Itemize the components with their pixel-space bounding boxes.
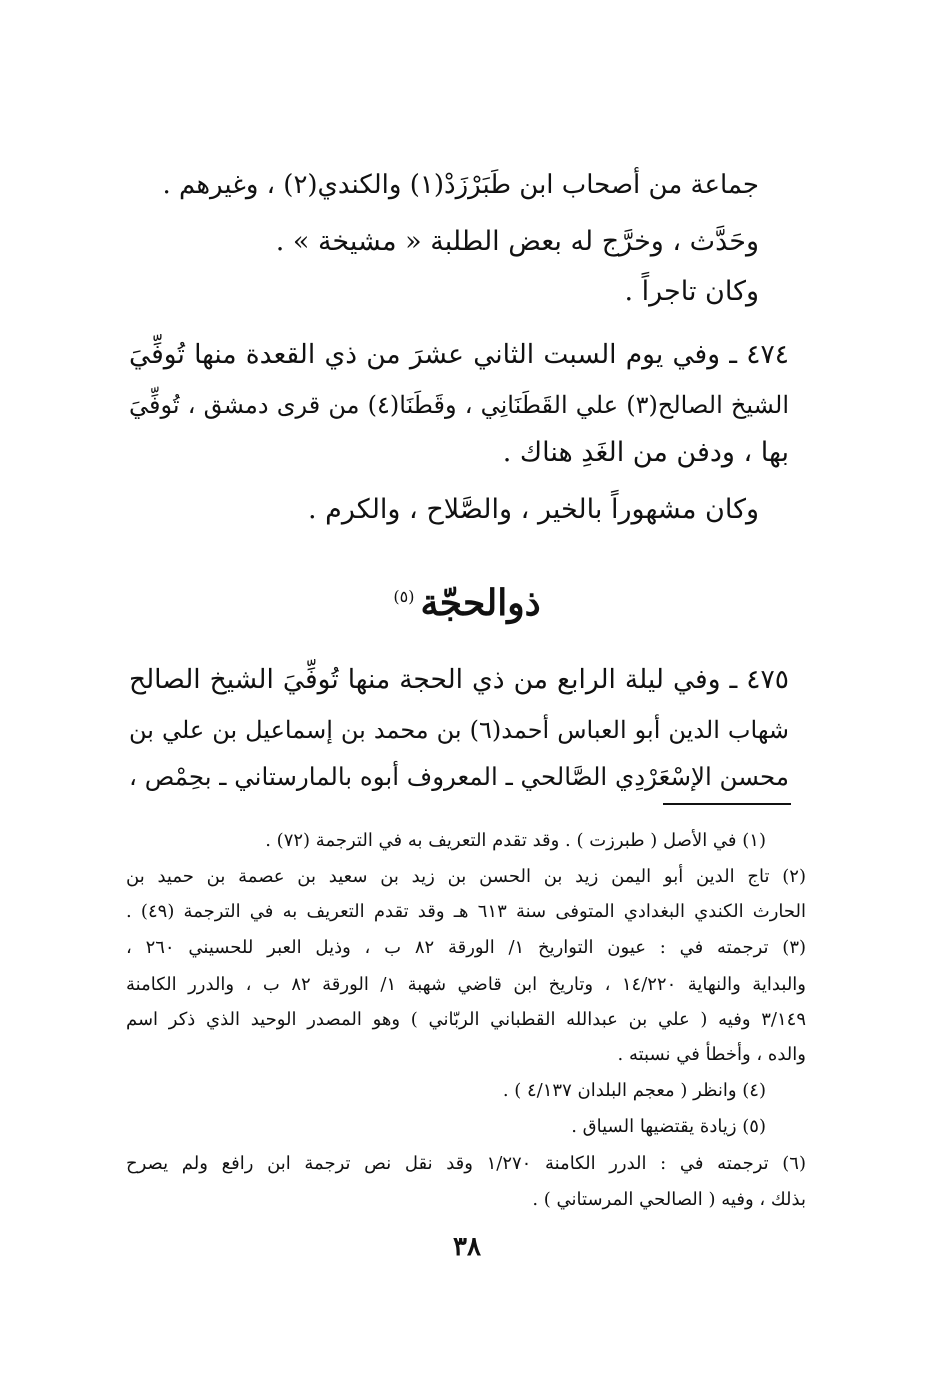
footnote-3-line-2: والبداية والنهاية ١٤/٢٢٠ ، وتاريخ ابن قاضي شهبة ١/ الورقة ٨٢ ب ، والدرر الكامنة (126, 974, 806, 995)
footnote-6-line-2: بذلك ، وفيه ( الصالحي المرستاني ) . (532, 1189, 806, 1210)
entry-474-line-4: وكان مشهوراً بالخير ، والصَّلاح ، والكرم . (308, 494, 759, 525)
footnote-4: (٤) وانظر ( معجم البلدان ٤/١٣٧ ) . (502, 1080, 766, 1101)
page-number: ٣٨ (453, 1232, 481, 1262)
entry-475-line-3: محسن الإسْعَرْدِي الصَّالحي ـ المعروف أبوه بالمارستاني ـ بحِمْص ، (129, 762, 789, 791)
entry-475-line-1: ٤٧٥ ـ وفي ليلة الرابع من ذي الحجة منها تُوفِّيَ الشيخ الصالح (129, 664, 789, 695)
text-line-1: جماعة من أصحاب ابن طَبَرْزَدْ(١) والكندي(٢) ، وغيرهم . (162, 170, 759, 200)
footnote-3-line-4: والده ، وأخطأ في نسبته . (617, 1044, 806, 1065)
footnote-2-line-2: الحارث الكندي البغدادي المتوفى سنة ٦١٣ هـ وقد تقدم التعريف به في الترجمة (٤٩) . (126, 901, 807, 922)
footnote-3-line-3: ٣/١٤٩ وفيه ( علي بن عبدالله القطباني الربّاني ) وهو المصدر الوحيد الذي ذكر اسم (126, 1009, 806, 1030)
entry-475-line-2: شهاب الدين أبو العباس أحمد(٦) بن محمد بن إسماعيل بن علي بن (129, 716, 789, 744)
section-heading-note-mark: (٥) (393, 587, 415, 606)
footnote-6-line-1: (٦) ترجمته في : الدرر الكامنة ١/٢٧٠ وقد نقل نص ترجمة ابن رافع ولم يصرح (126, 1153, 806, 1174)
section-heading-title: ذوالحجّة (420, 582, 541, 624)
entry-474-line-2: الشيخ الصالح(٣) علي القَطَنَانِي ، وقَطَنَا(٤) من قرى دمشق ، تُوفِّيَ (129, 391, 790, 419)
entry-474-line-1: ٤٧٤ ـ وفي يوم السبت الثاني عشرَ من ذي القعدة منها تُوفِّيَ (129, 339, 789, 370)
footnote-1: (١) في الأصل ( طبرزت ) . وقد تقدم التعريف به في الترجمة (٧٢) . (265, 830, 766, 851)
text-line-3: وكان تاجراً . (624, 276, 759, 307)
text-line-2: وحَدَّث ، وخرَّج له بعض الطلبة « مشيخة » . (275, 226, 759, 257)
footnote-separator (663, 803, 791, 805)
section-heading (0, 572, 934, 628)
footnote-2-line-1: (٢) تاج الدين أبو اليمن زيد بن الحسن بن زيد بن سعيد بن عصمة بن حميد بن (126, 866, 806, 887)
entry-474-line-3: بها ، ودفن من الغَدِ هناك . (502, 437, 789, 468)
footnote-3-line-1: (٣) ترجمته في : عيون التواريخ ١/ الورقة ٨٢ ب ، وذيل العبر للحسيني ٢٦٠ ، (126, 937, 807, 958)
footnote-5: (٥) زيادة يقتضيها السياق . (571, 1116, 766, 1137)
